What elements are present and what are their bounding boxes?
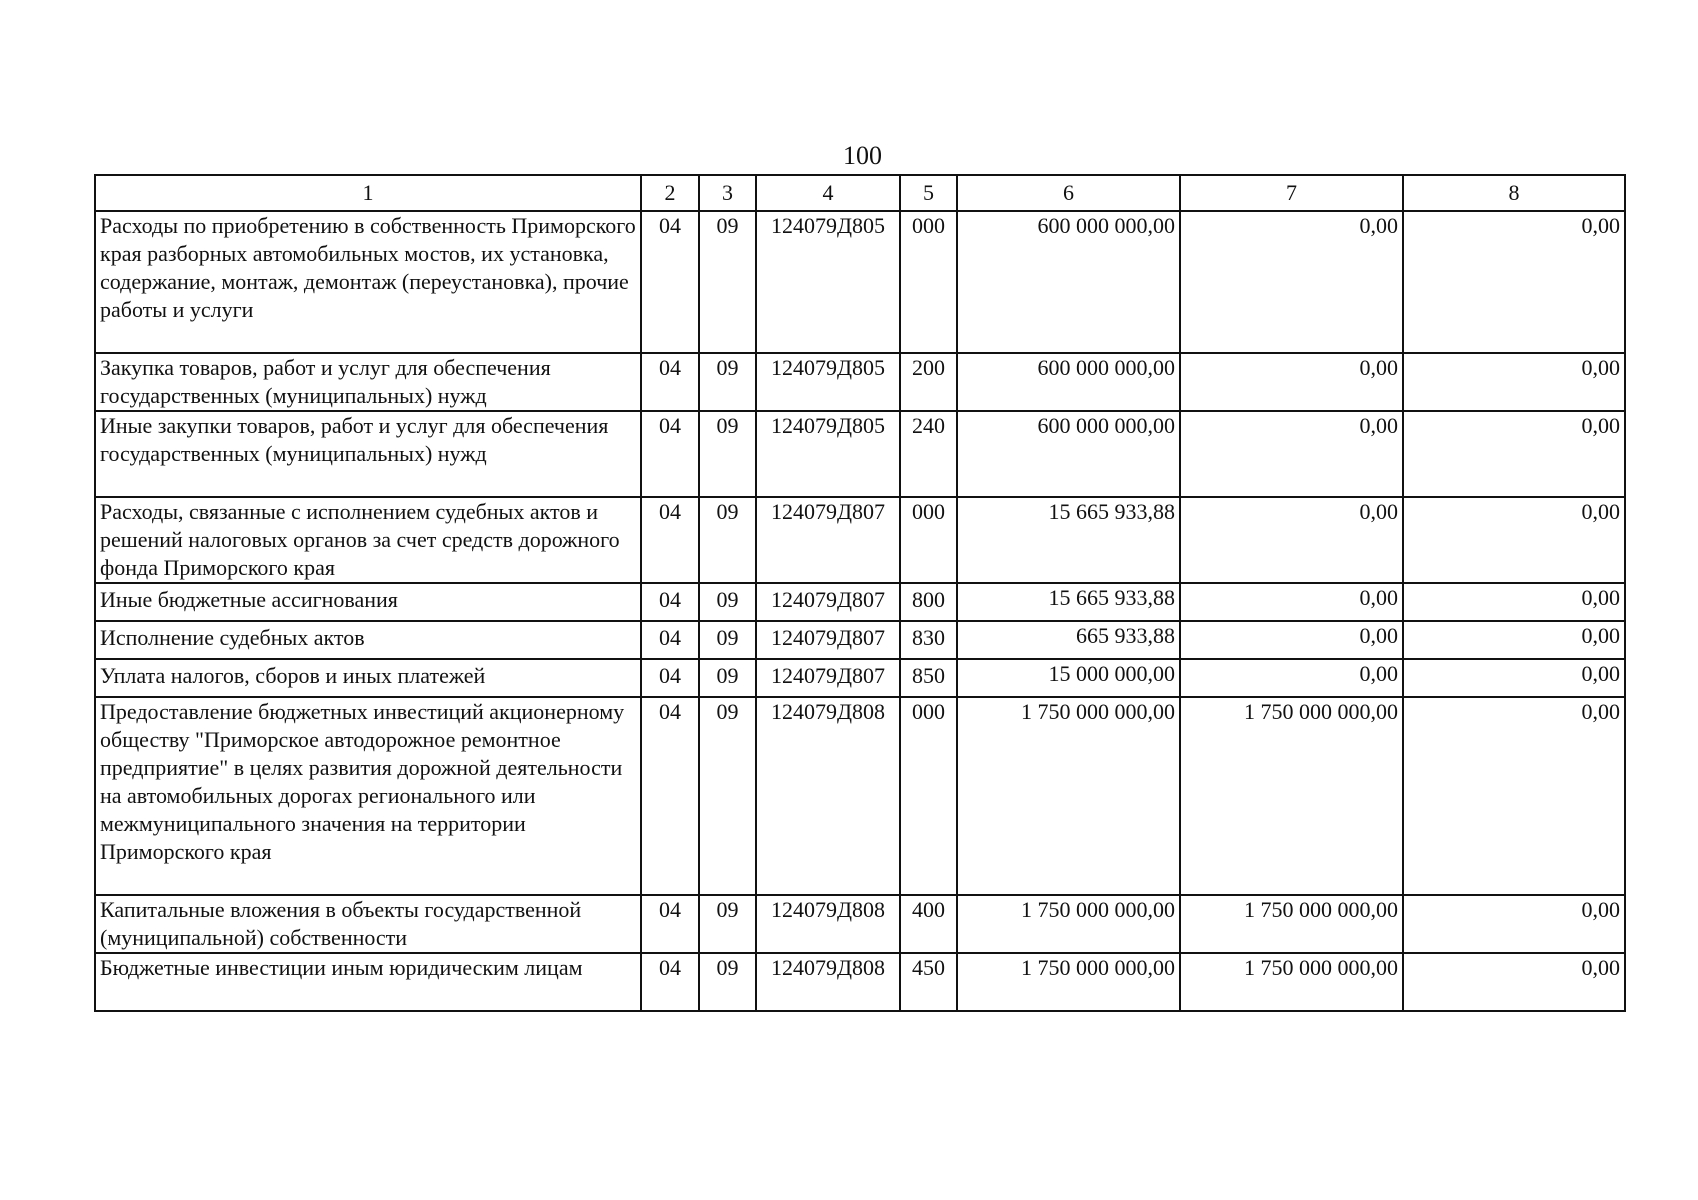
row-name: Расходы, связанные с исполнением судебных актов и решений налоговых органов за счет средств дорожного фонда Приморского края xyxy=(95,497,641,583)
column-header: 3 xyxy=(699,175,756,211)
row-subsection-code: 09 xyxy=(699,953,756,1011)
row-expense-type: 000 xyxy=(900,697,957,895)
table-row xyxy=(95,953,1625,1011)
row-section-code: 04 xyxy=(641,353,699,411)
row-amount-7: 0,00 xyxy=(1180,211,1403,353)
row-subsection-code: 09 xyxy=(699,497,756,583)
table-row xyxy=(95,697,1625,895)
row-amount-7: 0,00 xyxy=(1180,497,1403,583)
row-expense-type: 000 xyxy=(900,211,957,353)
row-section-code: 04 xyxy=(641,953,699,1011)
row-section-code: 04 xyxy=(641,583,699,621)
table-row xyxy=(95,659,1625,697)
table-row xyxy=(95,211,1625,353)
row-subsection-code: 09 xyxy=(699,895,756,953)
row-amount-6: 15 665 933,88 xyxy=(957,583,1180,621)
row-target-code: 124079Д808 xyxy=(756,953,900,1011)
row-amount-8: 0,00 xyxy=(1403,697,1625,895)
row-subsection-code: 09 xyxy=(699,353,756,411)
row-amount-8: 0,00 xyxy=(1403,411,1625,497)
row-name: Капитальные вложения в объекты государственной (муниципальной) собственности xyxy=(95,895,641,953)
row-amount-8: 0,00 xyxy=(1403,211,1625,353)
row-expense-type: 400 xyxy=(900,895,957,953)
row-amount-7: 0,00 xyxy=(1180,621,1403,659)
row-expense-type: 800 xyxy=(900,583,957,621)
row-name: Расходы по приобретению в собственность Приморского края разборных автомобильных мостов, их установка, содержание, монтаж, демонтаж (переустановка), прочие работы и услуги xyxy=(95,211,641,353)
row-amount-8: 0,00 xyxy=(1403,621,1625,659)
row-amount-6: 15 665 933,88 xyxy=(957,497,1180,583)
column-header: 5 xyxy=(900,175,957,211)
row-amount-7: 1 750 000 000,00 xyxy=(1180,953,1403,1011)
row-subsection-code: 09 xyxy=(699,411,756,497)
row-amount-7: 0,00 xyxy=(1180,659,1403,697)
row-amount-6: 15 000 000,00 xyxy=(957,659,1180,697)
row-expense-type: 830 xyxy=(900,621,957,659)
row-name: Предоставление бюджетных инвестиций акционерному обществу "Приморское автодорожное ремонтное предприятие" в целях развития дорожной деятельности на автомобильных дорогах регионального или межмуниципального значения на территории Приморского края xyxy=(95,697,641,895)
row-name: Бюджетные инвестиции иным юридическим лицам xyxy=(95,953,641,1011)
header-row xyxy=(95,175,1625,211)
row-amount-6: 665 933,88 xyxy=(957,621,1180,659)
row-section-code: 04 xyxy=(641,697,699,895)
row-target-code: 124079Д808 xyxy=(756,697,900,895)
row-section-code: 04 xyxy=(641,659,699,697)
table-row xyxy=(95,497,1625,583)
column-header: 1 xyxy=(95,175,641,211)
row-amount-7: 1 750 000 000,00 xyxy=(1180,895,1403,953)
row-subsection-code: 09 xyxy=(699,583,756,621)
row-expense-type: 240 xyxy=(900,411,957,497)
row-amount-6: 600 000 000,00 xyxy=(957,211,1180,353)
row-amount-8: 0,00 xyxy=(1403,953,1625,1011)
row-amount-6: 600 000 000,00 xyxy=(957,411,1180,497)
row-amount-6: 1 750 000 000,00 xyxy=(957,895,1180,953)
row-expense-type: 850 xyxy=(900,659,957,697)
column-header: 4 xyxy=(756,175,900,211)
row-amount-8: 0,00 xyxy=(1403,583,1625,621)
row-target-code: 124079Д807 xyxy=(756,583,900,621)
row-target-code: 124079Д805 xyxy=(756,353,900,411)
row-amount-6: 1 750 000 000,00 xyxy=(957,953,1180,1011)
row-target-code: 124079Д807 xyxy=(756,497,900,583)
row-name: Закупка товаров, работ и услуг для обеспечения государственных (муниципальных) нужд xyxy=(95,353,641,411)
row-amount-7: 1 750 000 000,00 xyxy=(1180,697,1403,895)
row-section-code: 04 xyxy=(641,497,699,583)
row-name: Исполнение судебных актов xyxy=(95,621,641,659)
column-header: 7 xyxy=(1180,175,1403,211)
page-number: 100 xyxy=(843,141,882,170)
row-subsection-code: 09 xyxy=(699,621,756,659)
column-header: 6 xyxy=(957,175,1180,211)
table-row xyxy=(95,621,1625,659)
table-row xyxy=(95,895,1625,953)
row-amount-7: 0,00 xyxy=(1180,353,1403,411)
row-section-code: 04 xyxy=(641,621,699,659)
row-name: Уплата налогов, сборов и иных платежей xyxy=(95,659,641,697)
row-section-code: 04 xyxy=(641,895,699,953)
row-subsection-code: 09 xyxy=(699,697,756,895)
column-header: 2 xyxy=(641,175,699,211)
row-amount-8: 0,00 xyxy=(1403,353,1625,411)
row-amount-6: 1 750 000 000,00 xyxy=(957,697,1180,895)
row-expense-type: 450 xyxy=(900,953,957,1011)
row-amount-8: 0,00 xyxy=(1403,659,1625,697)
table-row xyxy=(95,411,1625,497)
row-amount-7: 0,00 xyxy=(1180,583,1403,621)
row-section-code: 04 xyxy=(641,411,699,497)
row-target-code: 124079Д805 xyxy=(756,411,900,497)
row-amount-6: 600 000 000,00 xyxy=(957,353,1180,411)
row-expense-type: 200 xyxy=(900,353,957,411)
column-header: 8 xyxy=(1403,175,1625,211)
row-amount-7: 0,00 xyxy=(1180,411,1403,497)
table-row xyxy=(95,353,1625,411)
row-section-code: 04 xyxy=(641,211,699,353)
row-name: Иные бюджетные ассигнования xyxy=(95,583,641,621)
row-subsection-code: 09 xyxy=(699,659,756,697)
row-target-code: 124079Д805 xyxy=(756,211,900,353)
row-expense-type: 000 xyxy=(900,497,957,583)
row-name: Иные закупки товаров, работ и услуг для обеспечения государственных (муниципальных) нужд xyxy=(95,411,641,497)
row-subsection-code: 09 xyxy=(699,211,756,353)
row-target-code: 124079Д808 xyxy=(756,895,900,953)
row-target-code: 124079Д807 xyxy=(756,621,900,659)
table-row xyxy=(95,583,1625,621)
budget-table xyxy=(94,174,1626,1012)
row-amount-8: 0,00 xyxy=(1403,497,1625,583)
row-amount-8: 0,00 xyxy=(1403,895,1625,953)
row-target-code: 124079Д807 xyxy=(756,659,900,697)
